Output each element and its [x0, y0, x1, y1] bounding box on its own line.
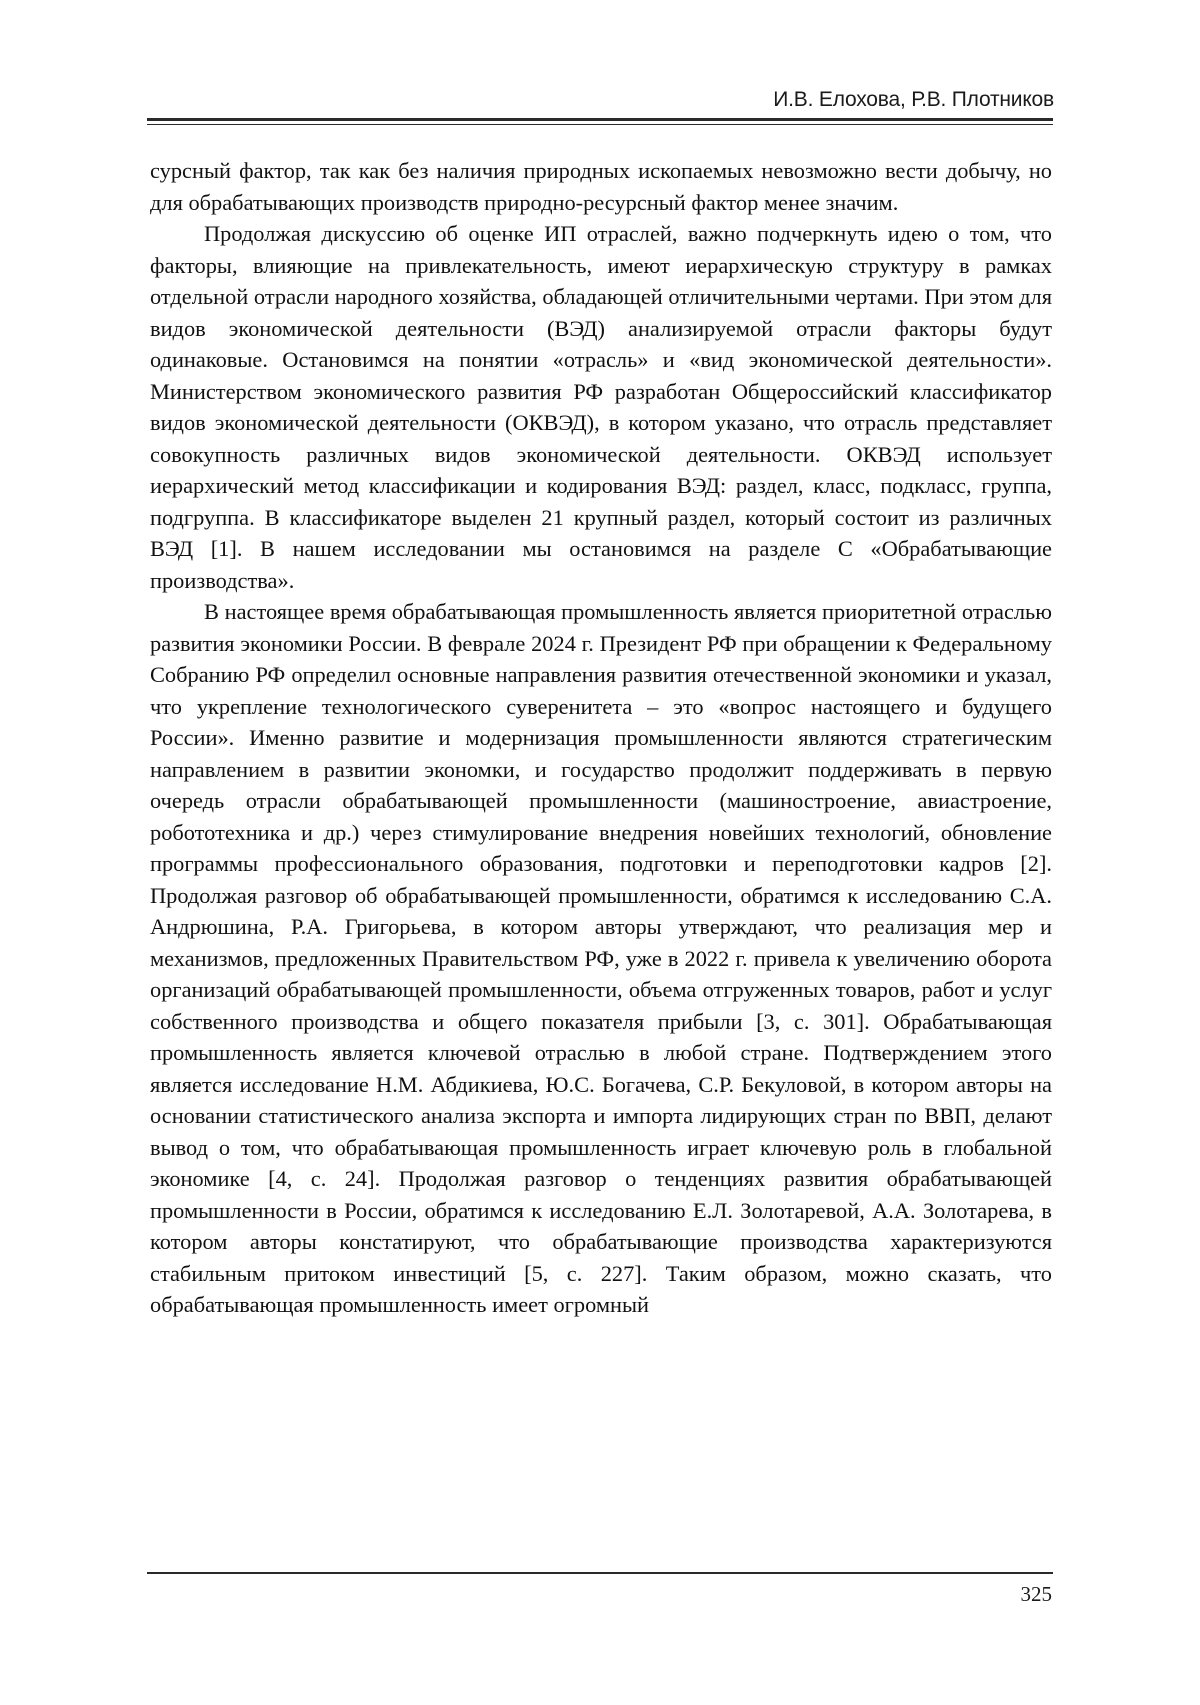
paragraph: В настоящее время обрабатывающая промышленность является приоритет­ной отраслью развития экономики России. В феврале 2024 г. Президент РФ при обращении к Федеральному Собранию РФ определил основные направления раз­вития отечественной экономики и указал, что укрепление технологического суве­ренитета – это «вопрос настоящего и будущего России». Именно развитие и мо­дернизация промышленности являются стратегическим направлением в развитии экономки, и государство продолжит поддерживать в первую очередь отрасли об­рабатывающей промышленности (машиностроение, авиастроение, робототехника и др.) через стимулирование внедрения новейших технологий, обновление про­граммы профессионального образования, подготовки и переподготовки кадров [2]. Продолжая разговор об обрабатывающей промышленности, обратимся к ис­следованию С.А. Андрюшина, Р.А. Григорьева, в котором авторы утверждают, что реализация мер и механизмов, предложенных Правительством РФ, уже в 2022 г. привела к увеличению оборота организаций обрабатывающей промышленности, объема отгруженных товаров, работ и услуг собственного производства и общего показателя прибыли [3, с. 301]. Обрабатывающая промышленность является клю­чевой отраслью в любой стране. Подтверждением этого является исследование Н.М. Абдикиева, Ю.С. Богачева, С.Р. Бекуловой, в котором авторы на основании статистического анализа экспорта и импорта лидирующих стран по ВВП, делают вывод о том, что обрабатывающая промышленность играет ключевую роль в гло­бальной экономике [4, с. 24]. Продолжая разговор о тенденциях развития обраба­тывающей промышленности в России, обратимся к исследованию Е.Л. Золотаре­вой, А.А. Золотарева, в котором авторы констатируют, что обрабатывающие про­изводства характеризуются стабильным притоком инвестиций [5, с. 227]. Таким образом, можно сказать, что обрабатывающая промышленность имеет огромный — [150, 596, 1052, 1321]
page-number: 325 — [1021, 1582, 1053, 1607]
header-rule-thin — [147, 124, 1053, 125]
header-rule-thick — [147, 118, 1053, 121]
paragraph-continued: сурсный фактор, так как без наличия природных ископаемых невозможно вести добычу, но для обрабатывающих производств природно-ресурсный фактор менее значим. — [150, 155, 1052, 218]
running-head-authors: И.В. Елохова, Р.В. Плотников — [773, 88, 1054, 112]
body-text — [150, 155, 1052, 1321]
paragraph: Продолжая дискуссию об оценке ИП отраслей, важно подчеркнуть идею о том, что факторы, влияющие на привлекательность, имеют иерархическую структуру в рамках отдельной отрасли народного хозяйства, обладающей от­личительными чертами. При этом для видов экономической деятельности (ВЭД) анализируемой отрасли факторы будут одинаковые. Остановимся на понятии «отрасль» и «вид экономической деятельности». Министерством эко­номического развития РФ разработан Общероссийский классификатор видов экономической деятельности (ОКВЭД), в котором указано, что отрасль пред­ставляет совокупность различных видов экономической деятельности. ОКВЭД использует иерархический метод классификации и кодирования ВЭД: раздел, класс, подкласс, группа, подгруппа. В классификаторе выделен 21 крупный раздел, который состоит из различных ВЭД [1]. В нашем исследовании мы ос­тановимся на разделе С «Обрабатывающие производства». — [150, 218, 1052, 596]
footer-rule — [147, 1572, 1053, 1574]
